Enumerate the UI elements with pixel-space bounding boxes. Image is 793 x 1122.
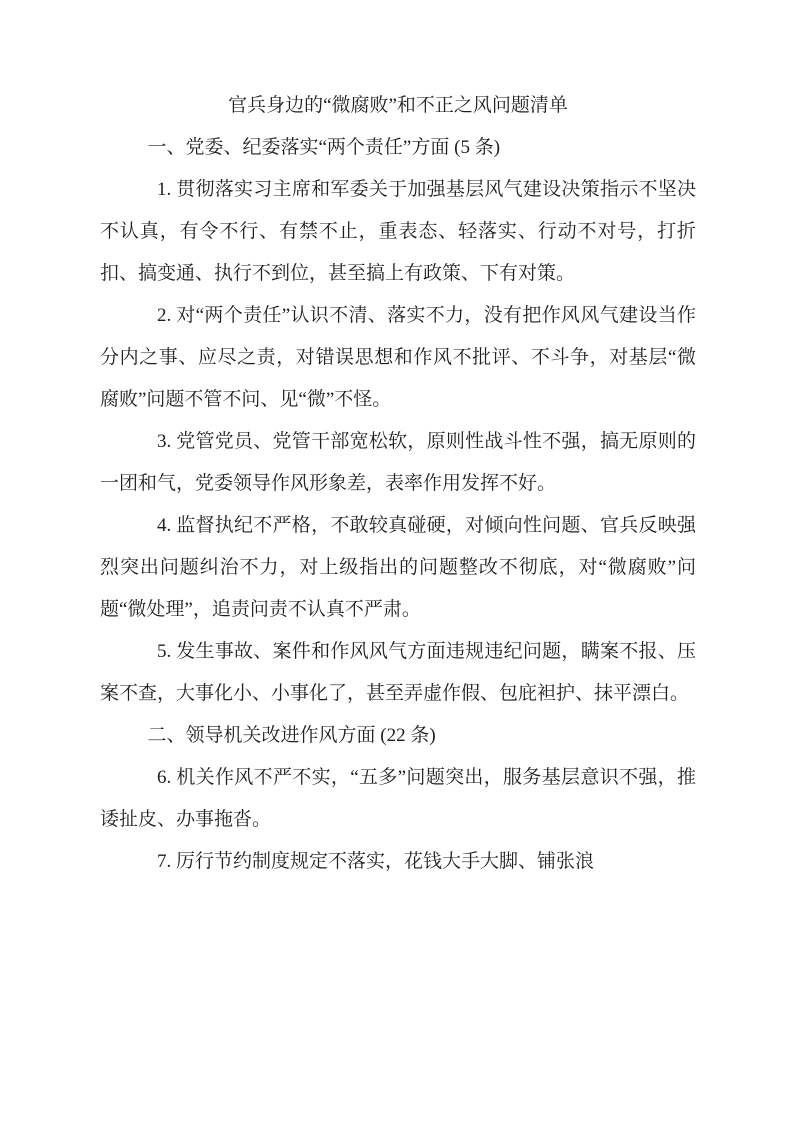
section-heading: 二、领导机关改进作风方面 (22 条) xyxy=(147,725,436,746)
numbered-item-paragraph: 3. 党管党员、党管干部宽松软，原则性战斗性不强，搞无原则的一团和气，党委领导作风形象差，表率作用发挥不好。 xyxy=(100,431,696,494)
document-body xyxy=(100,127,696,883)
numbered-item-paragraph: 5. 发生事故、案件和作风风气方面违规违纪问题，瞒案不报、压案不查，大事化小、小事化了，甚至弄虚作假、包庇袒护、抹平漂白。 xyxy=(100,641,696,704)
numbered-item-paragraph: 1. 贯彻落实习主席和军委关于加强基层风气建设决策指示不坚决不认真，有令不行、有禁不止，重表态、轻落实、行动不对号，打折扣、搞变通、执行不到位，甚至搞上有政策、下有对策。 xyxy=(100,179,696,284)
numbered-item-paragraph: 2. 对“两个责任”认识不清、落实不力，没有把作风风气建设当作分内之事、应尽之责，对错误思想和作风不批评、不斗争，对基层“微腐败”问题不管不问、见“微”不怪。 xyxy=(100,305,696,410)
document-title: 官兵身边的“微腐败”和不正之风问题清单 xyxy=(228,95,568,116)
numbered-item-paragraph: 6. 机关作风不严不实，“五多”问题突出，服务基层意识不强，推诿扯皮、办事拖沓。 xyxy=(100,767,696,830)
section-heading: 一、党委、纪委落实“两个责任”方面 (5 条) xyxy=(147,137,501,158)
numbered-item-paragraph: 7. 厉行节约制度规定不落实，花钱大手大脚、铺张浪 xyxy=(157,851,595,872)
numbered-item-paragraph: 4. 监督执纪不严格，不敢较真碰硬，对倾向性问题、官兵反映强烈突出问题纠治不力，对上级指出的问题整改不彻底，对“微腐败”问题“微处理”，追责问责不认真不严肃。 xyxy=(100,515,696,620)
